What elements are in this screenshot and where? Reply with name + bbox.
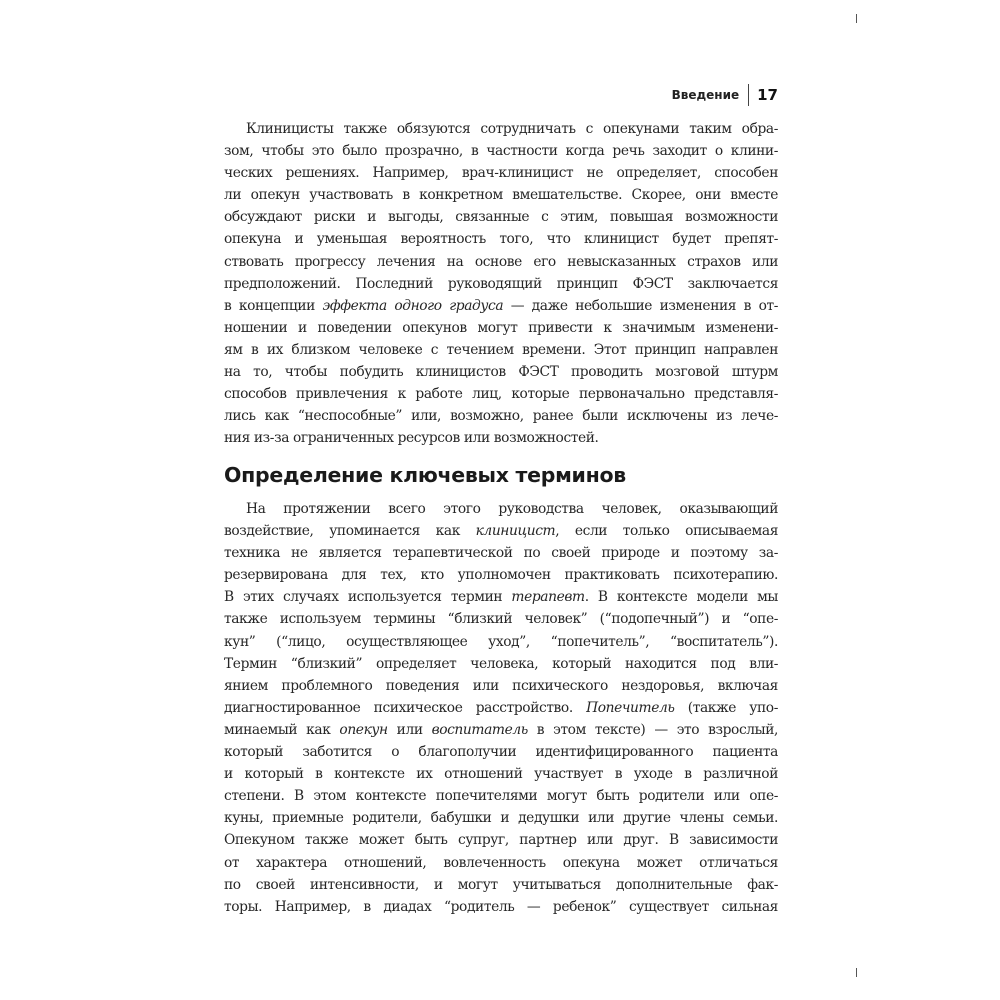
text-run: опекуна и уменьшая вероятность того, что клиницист будет препят- <box>224 231 778 248</box>
text-run: В этих случаях используется термин <box>224 589 512 606</box>
running-head-section: Введение <box>671 88 740 102</box>
text-run: минаемый как <box>224 721 340 738</box>
text-run: Опекуном также может быть супруг, партнер или друг. В зависимости <box>224 832 778 849</box>
text-line <box>224 405 778 427</box>
text-run: способов привлечения к работе лиц, которые первоначально представля- <box>224 386 778 403</box>
text-line <box>224 427 778 449</box>
text-run: ствовать прогрессу лечения на основе его невысказанных страхов или <box>224 253 778 270</box>
text-run: , если только описываемая <box>555 523 778 540</box>
text-line <box>224 339 778 361</box>
text-run: и который в контексте их отношений участвует в уходе в различной <box>224 766 778 783</box>
text-line <box>224 763 778 785</box>
text-run: или <box>387 721 432 738</box>
page-number: 17 <box>757 86 778 104</box>
italic-term: эффекта одного градуса <box>322 297 504 314</box>
crop-mark-top <box>856 14 857 23</box>
text-line <box>224 719 778 741</box>
text-run: куны, приемные родители, бабушки и дедушки или другие члены семьи. <box>224 810 778 827</box>
text-run: янием проблемного поведения или психического нездоровья, включая <box>224 677 778 694</box>
text-line <box>224 852 778 874</box>
text-line <box>224 829 778 851</box>
text-line <box>224 631 778 653</box>
paragraph-2 <box>224 498 778 918</box>
text-line <box>224 675 778 697</box>
text-run: также используем термины “близкий человек” (“подопечный”) и “опе- <box>224 611 778 628</box>
running-head-divider <box>748 84 749 106</box>
text-run: в этом тексте) — это взрослый, <box>527 721 778 738</box>
text-run: лись как “неспособные” или, возможно, ранее были исключены из лече- <box>224 408 778 425</box>
crop-mark-bottom <box>856 968 857 977</box>
section-heading: Определение ключевых терминов <box>224 463 626 487</box>
italic-term: терапевт <box>511 589 585 606</box>
italic-term: воспитатель <box>431 721 528 738</box>
text-line <box>224 785 778 807</box>
text-run: который заботится о благополучии идентифицированного пациента <box>224 744 778 761</box>
text-run: зом, чтобы это было прозрачно, в частности когда речь заходит о клини- <box>224 143 778 160</box>
text-line <box>224 228 778 250</box>
text-line <box>224 273 778 295</box>
text-line <box>224 361 778 383</box>
text-line <box>224 542 778 564</box>
italic-term: Попечитель <box>586 699 675 716</box>
italic-term: клиницист <box>475 523 556 540</box>
text-run: ношении и поведении опекунов могут привести к значимым изменени- <box>224 319 778 336</box>
text-line <box>224 564 778 586</box>
text-run: торы. Например, в диадах “родитель — ребенок” существует сильная <box>224 898 778 915</box>
text-run: диагностированное психическое расстройство. <box>224 699 587 716</box>
text-run: — даже небольшие изменения в от- <box>503 297 778 314</box>
text-line <box>224 608 778 630</box>
text-line <box>224 317 778 339</box>
text-run: в концепции <box>224 297 323 314</box>
text-line <box>224 653 778 675</box>
text-run: Термин “близкий” определяет человека, который находится под вли- <box>224 655 778 672</box>
text-line <box>224 807 778 829</box>
text-line <box>224 162 778 184</box>
text-run: ческих решениях. Например, врач-клиницист не определяет, способен <box>224 165 778 182</box>
text-run: ли опекун участвовать в конкретном вмешательстве. Скорее, они вместе <box>224 187 778 204</box>
text-line <box>224 520 778 542</box>
text-line <box>224 383 778 405</box>
text-line <box>224 498 778 520</box>
text-line <box>224 586 778 608</box>
text-run: обсуждают риски и выгоды, связанные с этим, повышая возможности <box>224 209 778 226</box>
italic-term: опекун <box>339 721 388 738</box>
text-line <box>224 140 778 162</box>
text-line <box>224 184 778 206</box>
text-run: степени. В этом контексте попечителями могут быть родители или опе- <box>224 788 778 805</box>
text-run: на то, чтобы побудить клиницистов ФЭСТ проводить мозговой штурм <box>224 364 778 381</box>
text-run: по своей интенсивности, и могут учитываться дополнительные фак- <box>224 876 778 893</box>
text-run: кун” (“лицо, осуществляющее уход”, “попечитель”, “воспитатель”). <box>224 633 778 650</box>
text-run: (также упо- <box>674 699 778 716</box>
text-line <box>224 896 778 918</box>
text-run: Клиницисты также обязуются сотрудничать с опекунами таким обра- <box>246 121 778 137</box>
paragraph-1 <box>224 118 778 449</box>
text-line <box>224 251 778 273</box>
text-run: предположений. Последний руководящий принцип ФЭСТ заключается <box>224 275 778 292</box>
text-line <box>224 874 778 896</box>
text-run: ям в их близком человеке с течением времени. Этот принцип направлен <box>224 341 778 358</box>
text-run: техника не является терапевтической по своей природе и поэтому за- <box>224 545 778 562</box>
text-line <box>224 295 778 317</box>
text-run: от характера отношений, вовлеченность опекуна может отличаться <box>224 854 778 871</box>
text-run: На протяжении всего этого руководства человек, оказывающий <box>246 501 778 517</box>
text-line <box>224 697 778 719</box>
text-line <box>224 206 778 228</box>
text-run: воздействие, упоминается как <box>224 523 476 540</box>
text-run: резервирована для тех, кто уполномочен практиковать психотерапию. <box>224 567 778 584</box>
text-run: . В контексте модели мы <box>584 589 779 606</box>
text-line <box>224 118 778 140</box>
running-head <box>560 82 778 108</box>
text-line <box>224 741 778 763</box>
text-run: ния из-за ограниченных ресурсов или возможностей. <box>224 430 599 447</box>
